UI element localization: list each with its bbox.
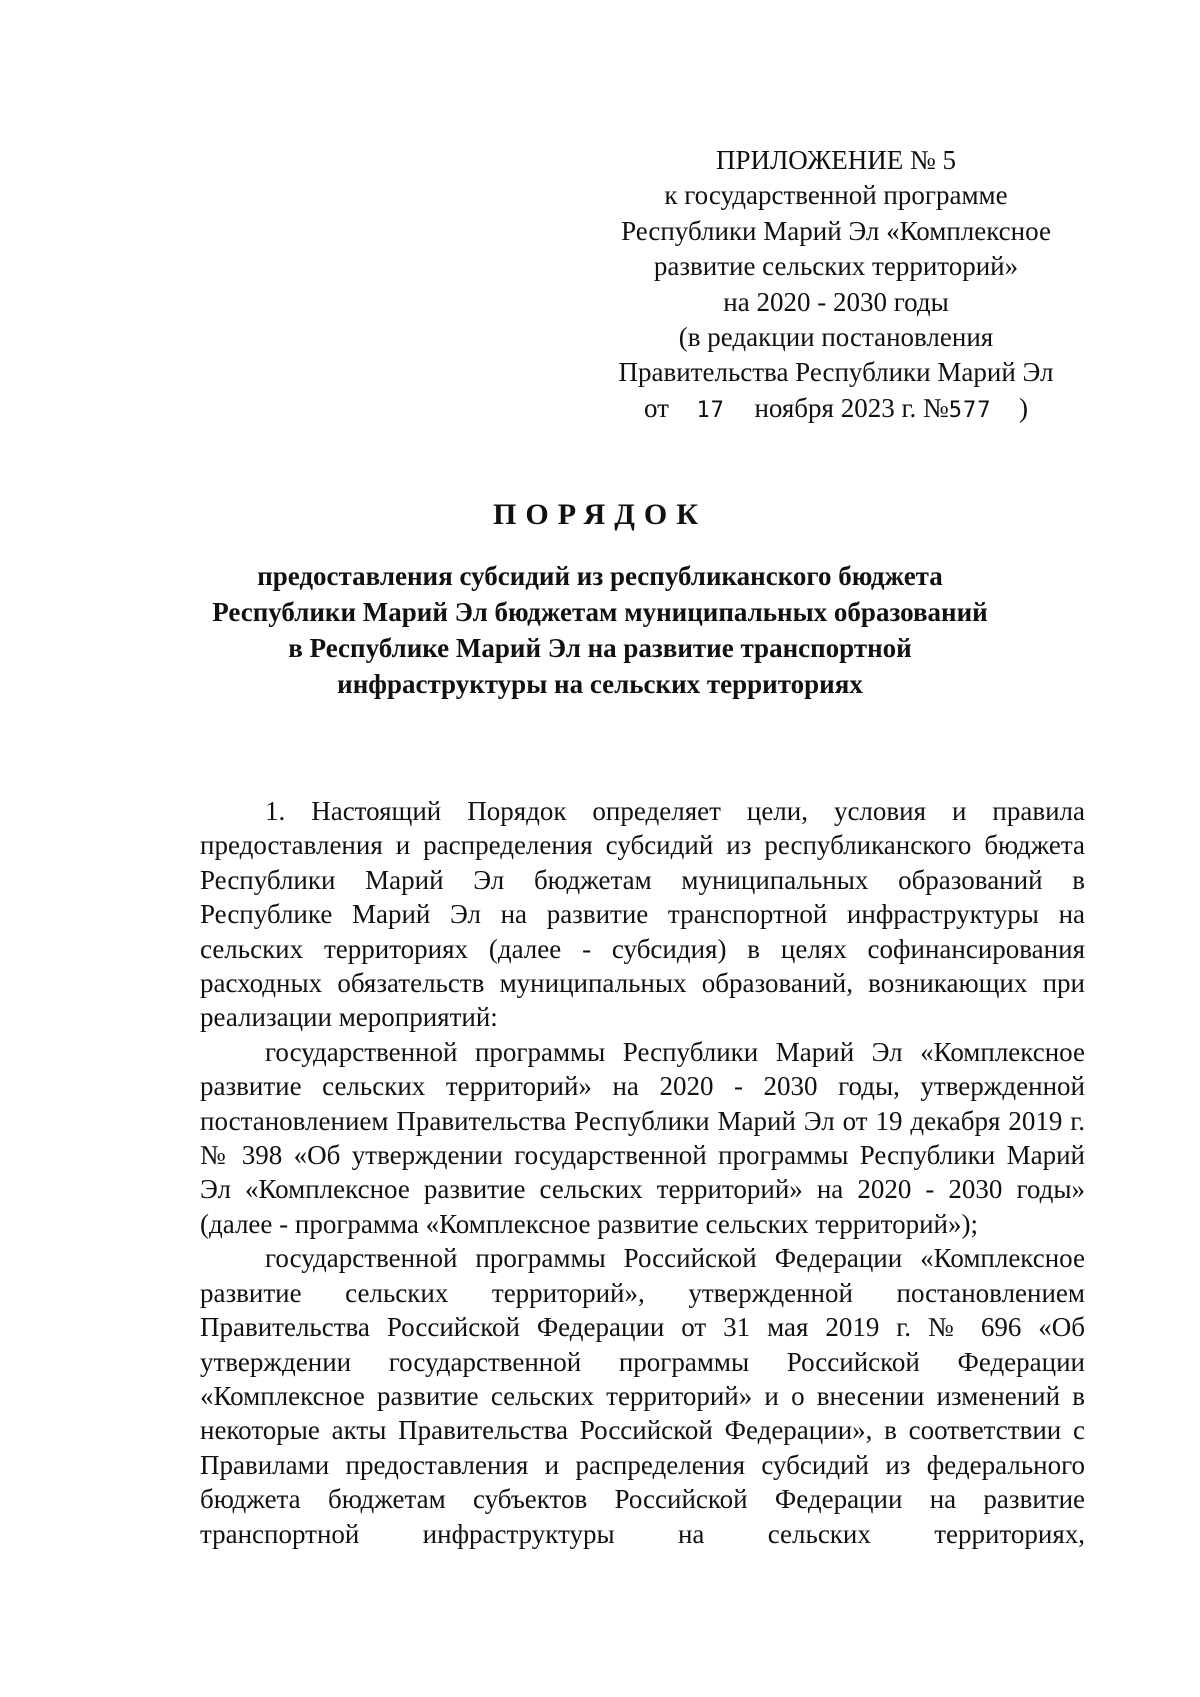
document-body [200,794,1085,1551]
appendix-line: (в редакции постановления [678,322,994,353]
subtitle-line: инфраструктуры на сельских территориях [337,669,863,699]
paragraph: государственной программы Российской Федерации «Комплексное развитие сельских территорий», утвержденной постановлением Правительства Российской Федерации от 31 мая 2019 г. № 696 «Об утверждении государственной программы Российской Федерации «Комплексное развитие сельских территорий» и о внесении изменений в некоторые акты Правительства Российской Федерации», в соответствии с Правилами предоставления и распределения субсидий из федерального бюджета бюджетам субъектов Российской Федерации на развитие транспортной инфраструктуры на сельских территориях, [200,1243,1085,1549]
date-prefix: от [643,392,669,423]
subtitle-line: Республики Марий Эл бюджетам муниципальных образований [212,597,988,627]
subtitle-line: предоставления субсидий из республиканского бюджета [257,561,943,591]
date-suffix: ) [1019,392,1028,423]
document-title: ПОРЯДОК [493,498,707,531]
appendix-line: Республики Марий Эл «Комплексное [621,215,1051,246]
resolution-number: 577 [948,397,992,423]
date-month-year: ноября 2023 г. № [754,392,949,423]
appendix-date-line [596,391,1076,428]
subtitle-line: в Республике Марий Эл на развитие транспортной [288,633,912,663]
appendix-line: к государственной программе [664,180,1008,211]
paragraph: 1. Настоящий Порядок определяет цели, условия и правила предоставления и распределения субсидий из республиканского бюджета Республики Марий Эл бюджетам муниципальных образований в Республике Марий Эл на развитие транспортной инфраструктуры на сельских территориях (далее - субсидия) в целях софинансирования расходных обязательств муниципальных образований, возникающих при реализации мероприятий: [200,796,1085,1033]
appendix-line: Правительства Республики Марий Эл [618,357,1054,388]
appendix-line: на 2020 - 2030 годы [723,286,949,317]
appendix-line: развитие сельских территорий» [653,251,1019,282]
appendix-header [596,143,1076,428]
document-subtitle [180,558,1020,702]
paragraph: государственной программы Республики Марий Эл «Комплексное развитие сельских территорий» на 2020 - 2030 годы, утвержденной постановлением Правительства Республики Марий Эл от 19 декабря 2019 г. № 398 «Об утверждении государственной программы Республики Марий Эл «Комплексное развитие сельских территорий» на 2020 - 2030 годы» (далее - программа «Комплексное развитие сельских территорий»); [200,1036,1085,1239]
date-day: 17 [696,397,725,423]
appendix-number: ПРИЛОЖЕНИЕ № 5 [715,145,957,175]
